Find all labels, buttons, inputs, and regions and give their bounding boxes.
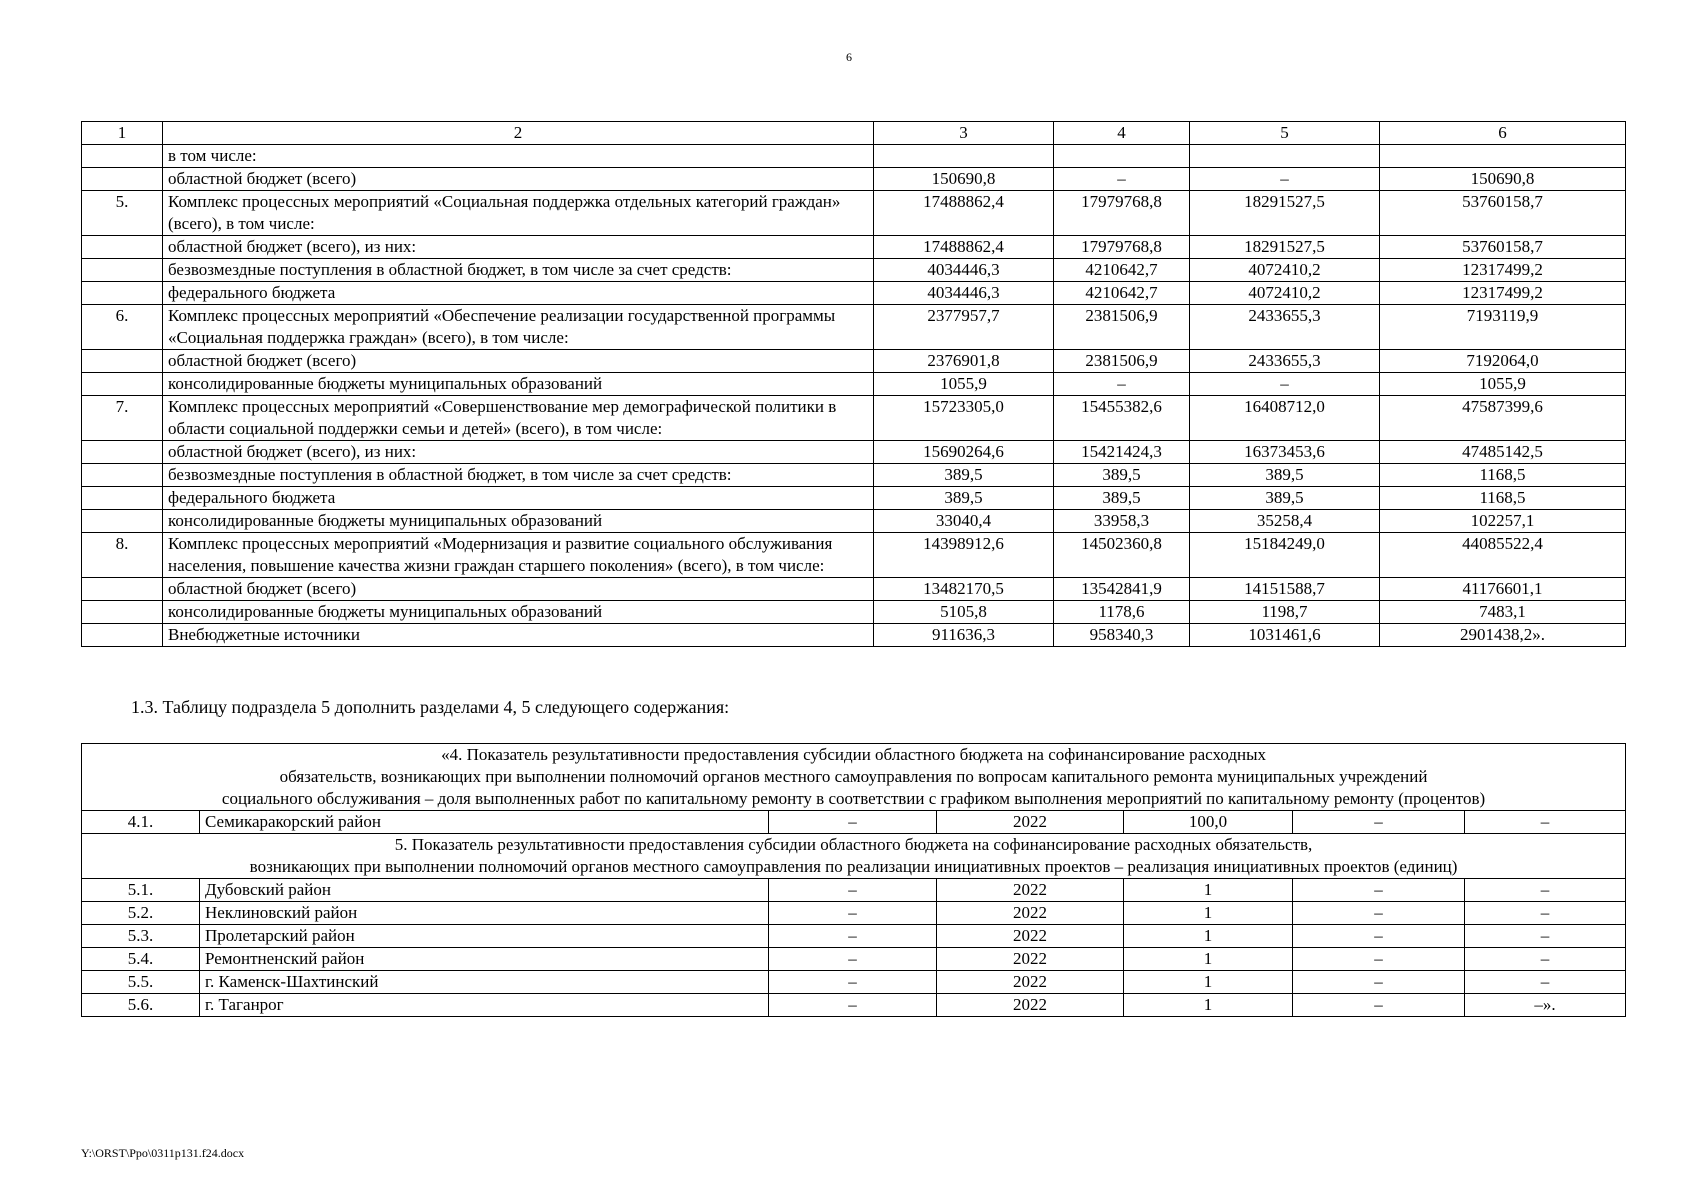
- value-cell: 1: [1124, 994, 1293, 1017]
- row-number: 7.: [82, 396, 163, 441]
- indicator-row: [82, 879, 1626, 902]
- column-number-header: 1: [82, 122, 163, 145]
- table-row: [82, 624, 1626, 647]
- value-cell: –: [769, 879, 937, 902]
- value-cell: –: [1293, 994, 1465, 1017]
- value-cell: 150690,8: [874, 168, 1054, 191]
- value-cell: 2377957,7: [874, 305, 1054, 350]
- value-cell: 911636,3: [874, 624, 1054, 647]
- row-label: областной бюджет (всего): [163, 168, 874, 191]
- row-label: Комплекс процессных мероприятий «Совершенствование мер демографической политики в области социальной поддержки семьи и детей» (всего), в том числе:: [163, 396, 874, 441]
- year-cell: 2022: [937, 925, 1124, 948]
- row-number: [82, 578, 163, 601]
- value-cell: 35258,4: [1190, 510, 1380, 533]
- row-number: [82, 236, 163, 259]
- section-4-header: [82, 744, 1626, 811]
- value-cell: 4210642,7: [1054, 282, 1190, 305]
- row-label: федерального бюджета: [163, 487, 874, 510]
- section-title-line: социального обслуживания – доля выполненных работ по капитальному ремонту в соответствии с графиком выполнения мероприятий по капитальному ремонту (процентов): [221, 789, 1486, 808]
- indicator-row: [82, 811, 1626, 834]
- value-cell: [874, 145, 1054, 168]
- value-cell: –: [769, 948, 937, 971]
- value-cell: 1: [1124, 948, 1293, 971]
- year-cell: 2022: [937, 948, 1124, 971]
- row-number: [82, 464, 163, 487]
- value-cell: 1168,5: [1380, 464, 1626, 487]
- row-number: 5.4.: [82, 948, 200, 971]
- row-number: [82, 487, 163, 510]
- row-number: [82, 601, 163, 624]
- value-cell: 1168,5: [1380, 487, 1626, 510]
- value-cell: –: [769, 811, 937, 834]
- value-cell: –: [1293, 902, 1465, 925]
- row-number: [82, 624, 163, 647]
- value-cell: 1178,6: [1054, 601, 1190, 624]
- table-row: [82, 373, 1626, 396]
- value-cell: 1055,9: [874, 373, 1054, 396]
- row-number: 4.1.: [82, 811, 200, 834]
- value-cell: 41176601,1: [1380, 578, 1626, 601]
- section-5-header: [82, 834, 1626, 879]
- row-number: 5.1.: [82, 879, 200, 902]
- row-label: консолидированные бюджеты муниципальных образований: [163, 373, 874, 396]
- value-cell: [1380, 145, 1626, 168]
- value-cell: –: [1465, 971, 1626, 994]
- row-number: 5.2.: [82, 902, 200, 925]
- value-cell: [1190, 145, 1380, 168]
- row-number: [82, 441, 163, 464]
- row-label: областной бюджет (всего), из них:: [163, 236, 874, 259]
- value-cell: 102257,1: [1380, 510, 1626, 533]
- municipality-name: Неклиновский район: [200, 902, 769, 925]
- value-cell: 1: [1124, 971, 1293, 994]
- row-label: Комплекс процессных мероприятий «Модернизация и развитие социального обслуживания населения, повышение качества жизни граждан старшего поколения» (всего), в том числе:: [163, 533, 874, 578]
- section-title-line: 5. Показатель результативности предоставления субсидии областного бюджета на софинансирование расходных обязательств,: [394, 835, 1313, 854]
- table-row: [82, 236, 1626, 259]
- municipality-name: Ремонтненский район: [200, 948, 769, 971]
- value-cell: 4210642,7: [1054, 259, 1190, 282]
- value-cell: 1198,7: [1190, 601, 1380, 624]
- year-cell: 2022: [937, 811, 1124, 834]
- municipality-name: Семикаракорский район: [200, 811, 769, 834]
- value-cell: 16373453,6: [1190, 441, 1380, 464]
- value-cell: 14151588,7: [1190, 578, 1380, 601]
- value-cell: 100,0: [1124, 811, 1293, 834]
- value-cell: 15455382,6: [1054, 396, 1190, 441]
- file-path-footer: Y:\ORST\Ppo\0311p131.f24.docx: [81, 1146, 245, 1160]
- row-label: Внебюджетные источники: [163, 624, 874, 647]
- value-cell: 958340,3: [1054, 624, 1190, 647]
- value-cell: –: [1293, 948, 1465, 971]
- value-cell: –: [1465, 925, 1626, 948]
- row-label: в том числе:: [163, 145, 874, 168]
- value-cell: 4034446,3: [874, 259, 1054, 282]
- indicator-row: [82, 971, 1626, 994]
- value-cell: –: [1054, 373, 1190, 396]
- year-cell: 2022: [937, 994, 1124, 1017]
- row-label: областной бюджет (всего): [163, 350, 874, 373]
- value-cell: 53760158,7: [1380, 191, 1626, 236]
- value-cell: –: [1293, 925, 1465, 948]
- row-number: [82, 168, 163, 191]
- value-cell: 14502360,8: [1054, 533, 1190, 578]
- row-number: [82, 350, 163, 373]
- value-cell: 15723305,0: [874, 396, 1054, 441]
- value-cell: 7192064,0: [1380, 350, 1626, 373]
- year-cell: 2022: [937, 879, 1124, 902]
- row-number: [82, 282, 163, 305]
- year-cell: 2022: [937, 902, 1124, 925]
- amendment-paragraph: 1.3. Таблицу подраздела 5 дополнить разделами 4, 5 следующего содержания:: [131, 697, 730, 717]
- page-number: 6: [846, 50, 852, 64]
- indicator-row: [82, 925, 1626, 948]
- value-cell: 2433655,3: [1190, 305, 1380, 350]
- value-cell: –: [1465, 879, 1626, 902]
- row-label: Комплекс процессных мероприятий «Социальная поддержка отдельных категорий граждан» (всего), в том числе:: [163, 191, 874, 236]
- row-number: 5.3.: [82, 925, 200, 948]
- value-cell: 2433655,3: [1190, 350, 1380, 373]
- value-cell: –».: [1465, 994, 1626, 1017]
- value-cell: 389,5: [1190, 464, 1380, 487]
- value-cell: 4072410,2: [1190, 282, 1380, 305]
- table-row: [82, 464, 1626, 487]
- value-cell: 1: [1124, 879, 1293, 902]
- value-cell: 389,5: [874, 487, 1054, 510]
- indicator-row: [82, 948, 1626, 971]
- table-row: [82, 487, 1626, 510]
- value-cell: 389,5: [1054, 487, 1190, 510]
- table-row: [82, 282, 1626, 305]
- indicators-table: [81, 743, 1626, 1017]
- value-cell: 15690264,6: [874, 441, 1054, 464]
- value-cell: 2381506,9: [1054, 350, 1190, 373]
- column-number-header: 3: [874, 122, 1054, 145]
- value-cell: 389,5: [1190, 487, 1380, 510]
- value-cell: [1054, 145, 1190, 168]
- section-title-line: «4. Показатель результативности предоставления субсидии областного бюджета на софинансирование расходных: [441, 745, 1266, 764]
- column-number-header: 2: [163, 122, 874, 145]
- table-row: [82, 396, 1626, 441]
- value-cell: 53760158,7: [1380, 236, 1626, 259]
- year-cell: 2022: [937, 971, 1124, 994]
- value-cell: –: [769, 971, 937, 994]
- row-label: безвозмездные поступления в областной бюджет, в том числе за счет средств:: [163, 464, 874, 487]
- table-row: [82, 510, 1626, 533]
- row-label: Комплекс процессных мероприятий «Обеспечение реализации государственной программы «Социальная поддержка граждан» (всего), в том числе:: [163, 305, 874, 350]
- value-cell: 1: [1124, 902, 1293, 925]
- value-cell: 12317499,2: [1380, 259, 1626, 282]
- value-cell: 389,5: [1054, 464, 1190, 487]
- value-cell: 2901438,2».: [1380, 624, 1626, 647]
- value-cell: 12317499,2: [1380, 282, 1626, 305]
- row-number: [82, 373, 163, 396]
- value-cell: –: [1465, 948, 1626, 971]
- table-row: [82, 533, 1626, 578]
- row-number: 5.6.: [82, 994, 200, 1017]
- value-cell: –: [1054, 168, 1190, 191]
- value-cell: –: [1293, 811, 1465, 834]
- column-number-header: 4: [1054, 122, 1190, 145]
- value-cell: 2376901,8: [874, 350, 1054, 373]
- value-cell: –: [769, 902, 937, 925]
- value-cell: 4072410,2: [1190, 259, 1380, 282]
- value-cell: 33040,4: [874, 510, 1054, 533]
- value-cell: 4034446,3: [874, 282, 1054, 305]
- row-label: консолидированные бюджеты муниципальных образований: [163, 601, 874, 624]
- value-cell: 17488862,4: [874, 236, 1054, 259]
- value-cell: 47587399,6: [1380, 396, 1626, 441]
- section-4-header-cell: [82, 744, 1626, 811]
- table-row: [82, 168, 1626, 191]
- value-cell: –: [1293, 971, 1465, 994]
- row-number: 5.5.: [82, 971, 200, 994]
- value-cell: 2381506,9: [1054, 305, 1190, 350]
- table-row: [82, 350, 1626, 373]
- column-number-header: 5: [1190, 122, 1380, 145]
- value-cell: 1031461,6: [1190, 624, 1380, 647]
- municipality-name: г. Таганрог: [200, 994, 769, 1017]
- row-number: [82, 145, 163, 168]
- municipality-name: г. Каменск-Шахтинский: [200, 971, 769, 994]
- indicator-row: [82, 902, 1626, 925]
- value-cell: 17979768,8: [1054, 236, 1190, 259]
- value-cell: –: [1190, 373, 1380, 396]
- value-cell: 44085522,4: [1380, 533, 1626, 578]
- row-number: 8.: [82, 533, 163, 578]
- indicator-row: [82, 994, 1626, 1017]
- value-cell: 33958,3: [1054, 510, 1190, 533]
- value-cell: 16408712,0: [1190, 396, 1380, 441]
- section-title-line: возникающих при выполнении полномочий органов местного самоуправления по реализации инициативных проектов – реализация инициативных проектов (единиц): [249, 857, 1458, 876]
- table-row: [82, 145, 1626, 168]
- row-label: безвозмездные поступления в областной бюджет, в том числе за счет средств:: [163, 259, 874, 282]
- value-cell: 15184249,0: [1190, 533, 1380, 578]
- value-cell: 47485142,5: [1380, 441, 1626, 464]
- table-row: [82, 305, 1626, 350]
- value-cell: 18291527,5: [1190, 191, 1380, 236]
- value-cell: 13542841,9: [1054, 578, 1190, 601]
- table-header-row: [82, 122, 1626, 145]
- value-cell: 150690,8: [1380, 168, 1626, 191]
- table-row: [82, 441, 1626, 464]
- value-cell: 7483,1: [1380, 601, 1626, 624]
- value-cell: 5105,8: [874, 601, 1054, 624]
- row-number: [82, 510, 163, 533]
- value-cell: 17488862,4: [874, 191, 1054, 236]
- value-cell: 13482170,5: [874, 578, 1054, 601]
- value-cell: 14398912,6: [874, 533, 1054, 578]
- section-title-line: обязательств, возникающих при выполнении полномочий органов местного самоуправления по вопросам капитального ремонта муниципальных учреждений: [279, 767, 1428, 786]
- value-cell: 1: [1124, 925, 1293, 948]
- row-label: областной бюджет (всего): [163, 578, 874, 601]
- column-number-header: 6: [1380, 122, 1626, 145]
- value-cell: 17979768,8: [1054, 191, 1190, 236]
- row-label: федерального бюджета: [163, 282, 874, 305]
- section-5-header-cell: [82, 834, 1626, 879]
- budget-table: [81, 121, 1626, 647]
- table-row: [82, 191, 1626, 236]
- row-label: областной бюджет (всего), из них:: [163, 441, 874, 464]
- table-row: [82, 578, 1626, 601]
- value-cell: 18291527,5: [1190, 236, 1380, 259]
- value-cell: –: [769, 925, 937, 948]
- value-cell: –: [1465, 902, 1626, 925]
- municipality-name: Дубовский район: [200, 879, 769, 902]
- municipality-name: Пролетарский район: [200, 925, 769, 948]
- value-cell: –: [769, 994, 937, 1017]
- value-cell: –: [1465, 811, 1626, 834]
- row-number: 6.: [82, 305, 163, 350]
- value-cell: 1055,9: [1380, 373, 1626, 396]
- value-cell: –: [1293, 879, 1465, 902]
- value-cell: 7193119,9: [1380, 305, 1626, 350]
- value-cell: –: [1190, 168, 1380, 191]
- table-row: [82, 259, 1626, 282]
- table-row: [82, 601, 1626, 624]
- value-cell: 15421424,3: [1054, 441, 1190, 464]
- row-number: [82, 259, 163, 282]
- row-number: 5.: [82, 191, 163, 236]
- row-label: консолидированные бюджеты муниципальных образований: [163, 510, 874, 533]
- value-cell: 389,5: [874, 464, 1054, 487]
